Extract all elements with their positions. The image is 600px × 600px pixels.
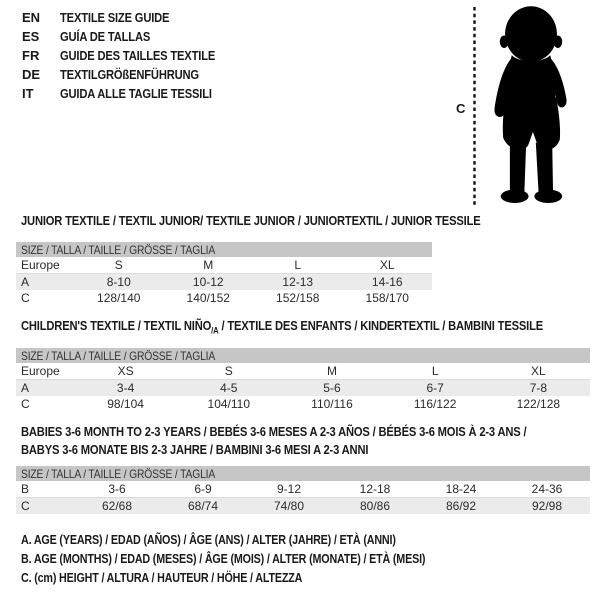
value-cell: 24-36 bbox=[504, 481, 590, 498]
value-cell: 74/80 bbox=[246, 498, 332, 514]
language-row-fr bbox=[22, 46, 240, 65]
value-cell: 62/68 bbox=[74, 498, 160, 514]
children-title-post: / TEXTILE DES ENFANTS / KINDERTEXTIL / BAMBINI TESSILE bbox=[218, 318, 544, 333]
babies-section-title-line1 bbox=[21, 424, 600, 439]
table-row bbox=[16, 290, 432, 306]
language-label: TEXTILGRÖßENFÜHRUNG bbox=[60, 67, 199, 82]
children-section-title-text bbox=[21, 318, 543, 336]
language-code: EN bbox=[22, 10, 41, 25]
table-header-bar bbox=[16, 466, 590, 481]
value-cell: 86/92 bbox=[418, 498, 504, 514]
size-cell: M bbox=[164, 257, 254, 274]
value-cell: 68/74 bbox=[160, 498, 246, 514]
size-cell: XL bbox=[487, 363, 590, 380]
table-row bbox=[16, 274, 432, 290]
size-cell: XL bbox=[343, 257, 433, 274]
value-cell: 140/152 bbox=[186, 291, 230, 305]
language-code: IT bbox=[22, 86, 34, 101]
value-cell: 158/170 bbox=[365, 291, 409, 305]
babies-size-table bbox=[16, 466, 590, 514]
row-label: A bbox=[16, 274, 74, 290]
table-row bbox=[16, 481, 590, 498]
size-header-label: SIZE / TALLA / TAILLE / GRÖSSE / TAGLIA bbox=[21, 466, 216, 481]
row-label: A bbox=[16, 380, 74, 396]
height-dashed-line-icon bbox=[472, 7, 477, 208]
language-list bbox=[22, 8, 240, 103]
note-text: A. AGE (YEARS) / EDAD (AÑOS) / ÂGE (ANS) / ALTER (JAHRE) / ETÀ (ANNI) bbox=[21, 533, 396, 547]
junior-size-table bbox=[16, 242, 432, 306]
note-age-years bbox=[21, 531, 491, 550]
language-code: DE bbox=[22, 67, 41, 82]
table-row bbox=[16, 380, 590, 396]
language-label: GUÍA DE TALLAS bbox=[60, 29, 151, 44]
size-cell: S bbox=[177, 363, 280, 380]
value-cell: 104/110 bbox=[207, 397, 251, 411]
row-label: C bbox=[16, 498, 74, 514]
value-cell: 12-18 bbox=[332, 481, 418, 498]
value-cell: 12-13 bbox=[253, 274, 343, 290]
language-code: FR bbox=[22, 48, 40, 63]
language-row-de bbox=[22, 65, 240, 84]
table-row bbox=[16, 257, 432, 274]
children-size-table bbox=[16, 348, 590, 412]
size-cell: S bbox=[74, 257, 164, 274]
row-label: B bbox=[16, 481, 74, 498]
note-age-months bbox=[21, 550, 491, 569]
baby-height-figure bbox=[450, 0, 600, 215]
value-cell: 14-16 bbox=[343, 274, 433, 290]
row-label: C bbox=[21, 397, 30, 411]
value-cell: 4-5 bbox=[177, 380, 280, 396]
language-row-en bbox=[22, 8, 240, 27]
junior-section-title-text: JUNIOR TEXTILE / TEXTIL JUNIOR/ TEXTILE JUNIOR / JUNIORTEXTIL / JUNIOR TESSILE bbox=[21, 213, 481, 228]
size-cell: M bbox=[280, 363, 383, 380]
value-cell: 10-12 bbox=[164, 274, 254, 290]
language-row-es bbox=[22, 27, 240, 46]
size-cell: L bbox=[384, 363, 487, 380]
table-row bbox=[16, 396, 590, 412]
row-label: C bbox=[21, 291, 30, 305]
value-cell: 18-24 bbox=[418, 481, 504, 498]
babies-section-title-line1-text: BABIES 3-6 MONTH TO 2-3 YEARS / BEBÉS 3-6 MESES A 2-3 AÑOS / BÉBÉS 3-6 MOIS À 2-3 ANS / bbox=[21, 424, 527, 439]
junior-section-title bbox=[21, 213, 555, 228]
value-cell: 98/104 bbox=[107, 397, 144, 411]
table-row bbox=[16, 498, 590, 514]
size-cell: XS bbox=[74, 363, 177, 380]
language-code: ES bbox=[22, 29, 40, 44]
value-cell: 128/140 bbox=[97, 291, 141, 305]
note-text: C. (cm) HEIGHT / ALTURA / HAUTEUR / HÖHE / ALTEZZA bbox=[21, 571, 303, 585]
note-height-cm bbox=[21, 569, 491, 588]
baby-silhouette-icon bbox=[483, 5, 579, 209]
value-cell: 7-8 bbox=[487, 380, 590, 396]
language-label: TEXTILE SIZE GUIDE bbox=[60, 10, 170, 25]
value-cell: 5-6 bbox=[280, 380, 383, 396]
value-cell: 116/122 bbox=[413, 397, 457, 411]
size-cell: L bbox=[253, 257, 343, 274]
row-label: Europe bbox=[16, 257, 74, 274]
value-cell: 92/98 bbox=[504, 498, 590, 514]
value-cell: 152/158 bbox=[276, 291, 320, 305]
table-header-bar bbox=[16, 348, 590, 363]
value-cell: 8-10 bbox=[74, 274, 164, 290]
value-cell: 6-9 bbox=[160, 481, 246, 498]
language-row-it bbox=[22, 84, 240, 103]
note-text: B. AGE (MONTHS) / EDAD (MESES) / ÂGE (MOIS) / ALTER (MONATE) / ETÀ (MESI) bbox=[21, 552, 426, 566]
value-cell: 122/128 bbox=[516, 397, 561, 411]
babies-section-title-line2-text: BABYS 3-6 MONATE BIS 2-3 JAHRE / BAMBINI 3-6 MESI A 2-3 ANNI bbox=[21, 442, 369, 457]
row-label: Europe bbox=[16, 363, 74, 380]
value-cell: 6-7 bbox=[384, 380, 487, 396]
value-cell: 3-4 bbox=[74, 380, 177, 396]
children-section-title bbox=[21, 318, 600, 336]
value-cell: 9-12 bbox=[246, 481, 332, 498]
table-row bbox=[16, 363, 590, 380]
children-title-pre: CHILDREN'S TEXTILE / TEXTIL NIÑO bbox=[21, 318, 212, 333]
value-cell: 3-6 bbox=[74, 481, 160, 498]
children-title-sub: /A bbox=[211, 325, 219, 336]
measurement-notes bbox=[21, 531, 491, 588]
value-cell: 110/116 bbox=[311, 397, 353, 411]
language-label: GUIDE DES TAILLES TEXTILE bbox=[60, 48, 216, 63]
table-header-bar bbox=[16, 242, 432, 257]
babies-section-title-line2 bbox=[21, 442, 425, 457]
value-cell: 80/86 bbox=[332, 498, 418, 514]
size-header-label: SIZE / TALLA / TAILLE / GRÖSSE / TAGLIA bbox=[21, 242, 216, 257]
height-marker-label: C bbox=[456, 101, 466, 116]
size-header-label: SIZE / TALLA / TAILLE / GRÖSSE / TAGLIA bbox=[21, 348, 216, 363]
language-label: GUIDA ALLE TAGLIE TESSILI bbox=[60, 86, 212, 101]
